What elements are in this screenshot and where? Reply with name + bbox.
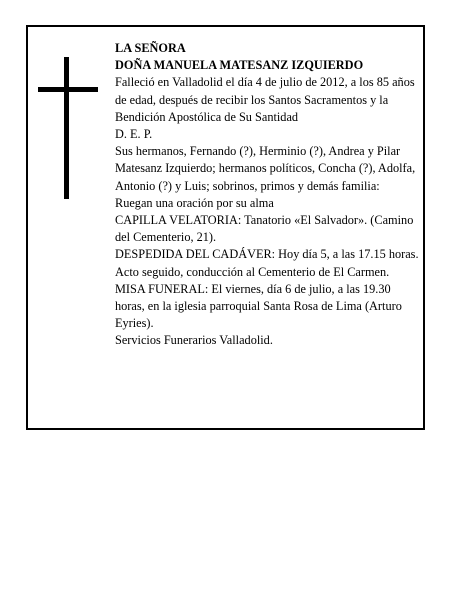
prayer-request: Ruegan una oración por su alma [115, 195, 274, 210]
cross-vertical-bar [64, 57, 69, 199]
deceased-name: DOÑA MANUELA MATESANZ IZQUIERDO [115, 58, 364, 73]
chapel-info: CAPILLA VELATORIA: Tanatorio «El Salvador». (Camino del Cementerio, 21). [115, 213, 414, 245]
notice-text [115, 40, 421, 350]
rip-line: D. E. P. [115, 127, 153, 142]
cross-horizontal-bar [38, 87, 98, 92]
death-statement: Falleció en Valladolid el día 4 de julio de 2012, a los 85 años de edad, después de recibir los Santos Sacramentos y la Bendición Apostólica de Su Santidad [115, 75, 415, 124]
family-list: Sus hermanos, Fernando (?), Herminio (?), Andrea y Pilar Matesanz Izquierdo; hermanos políticos, Concha (?), Adolfa, Antonio (?) y Luis; sobrinos, primos y demás familia: [115, 144, 416, 193]
obituary-notice [26, 25, 425, 430]
cross-icon [38, 57, 98, 199]
funeral-services: Servicios Funerarios Valladolid. [115, 333, 273, 348]
mass-info: MISA FUNERAL: El viernes, día 6 de julio, a las 19.30 horas, en la iglesia parroquial Santa Rosa de Lima (Arturo Eyries). [115, 281, 402, 331]
notice-title: LA SEÑORA [115, 41, 186, 55]
farewell-info: DESPEDIDA DEL CADÁVER: Hoy día 5, a las 17.15 horas. Acto seguido, conducción al Cementerio de El Carmen. [115, 247, 419, 279]
